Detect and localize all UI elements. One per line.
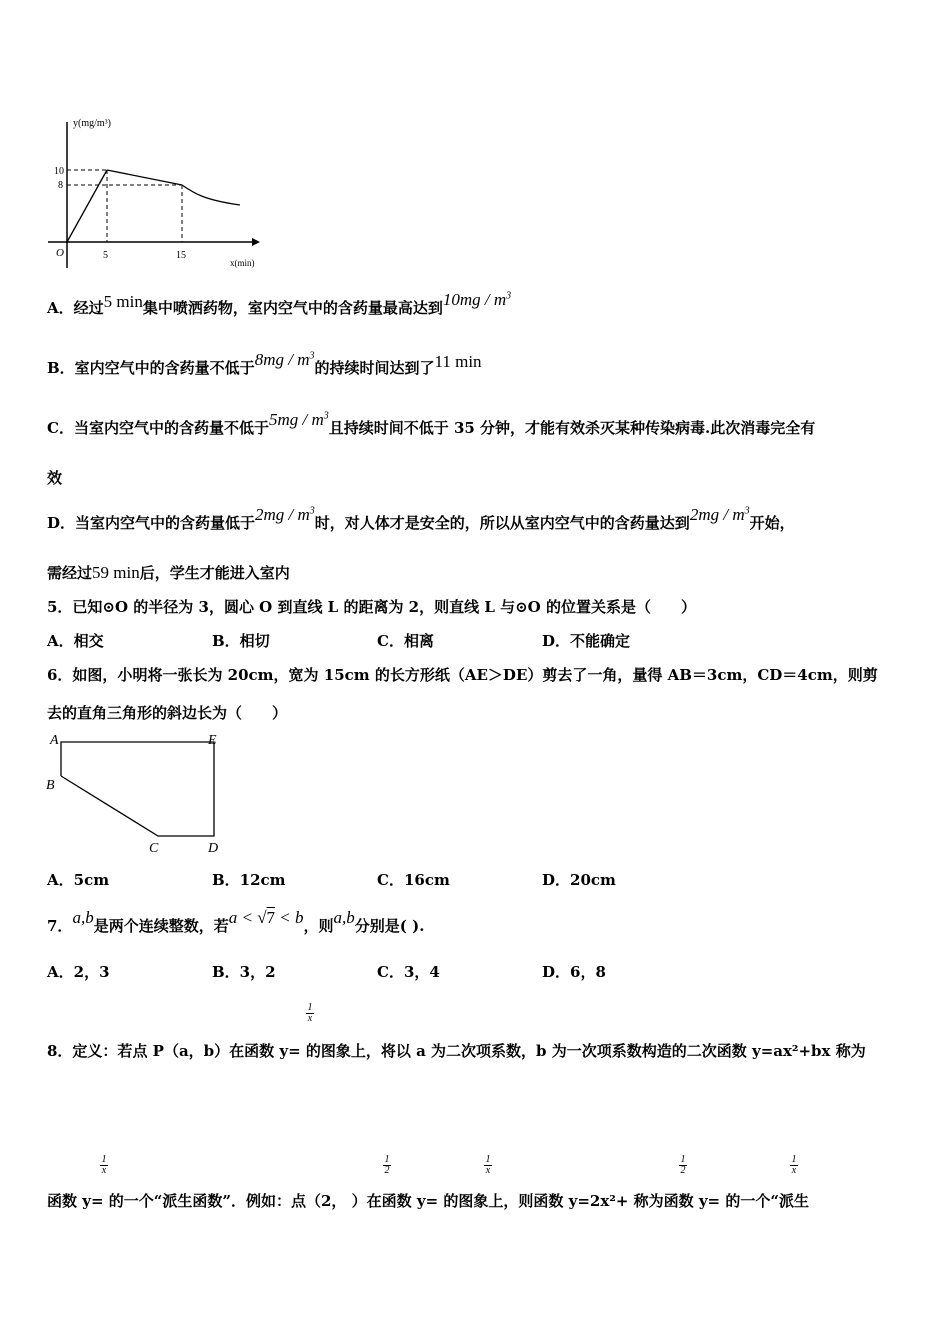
q4-d-tail-math: 59 min	[92, 563, 140, 582]
q4-b-mid: 的持续时间达到了	[314, 359, 435, 377]
q7-ab: a,b	[72, 908, 94, 927]
paper-outline	[61, 742, 214, 836]
q5-option-b: B．相切	[212, 632, 270, 650]
q4-c-pre: C．当室内空气中的含药量不低于	[47, 419, 269, 437]
q7-num: 7．	[47, 917, 73, 935]
q4-d-math2-text: 2mg / m	[689, 505, 745, 524]
q4-a-pre: A．经过	[47, 299, 104, 317]
rise-segment	[67, 170, 107, 242]
q4-c-cube: 3	[323, 410, 329, 422]
q4-b-cube: 3	[309, 350, 315, 362]
q4-a-math2	[443, 290, 511, 309]
y-axis-label: y(mg/m³)	[73, 118, 111, 129]
q4-d-tail-post: 后，学生才能进入室内	[139, 564, 290, 582]
x-axis-arrow	[252, 238, 260, 246]
q4-d-tail-pre: 需经过	[47, 564, 93, 582]
q8-frac-6-num: 1	[791, 1154, 797, 1165]
q8-frac-3-den: 2	[384, 1165, 390, 1176]
q4-option-a	[47, 290, 512, 318]
x-tick-15: 15	[176, 250, 186, 261]
q8-frac-6-den: x	[791, 1165, 797, 1176]
q8-frac-2	[100, 1155, 108, 1176]
q8-frac-3-num: 1	[384, 1154, 390, 1165]
q4-a-mid: 集中喷洒药物，室内空气中的含药量最高达到	[142, 299, 443, 317]
q6-option-d: D．20cm	[542, 871, 616, 889]
y-tick-10: 10	[54, 166, 64, 177]
q4-option-d-tail	[47, 562, 290, 583]
q8-frac-3	[383, 1155, 391, 1176]
q4-b-math1-text: 8mg / m	[254, 350, 310, 369]
q8-frac-1-num: 1	[307, 1002, 313, 1013]
q8-frac-2-den: x	[101, 1165, 107, 1176]
q8-frac-4	[484, 1155, 492, 1176]
q4-d-mid: 时，对人体才是安全的，所以从室内空气中的含药量达到	[314, 514, 690, 532]
q7-text3: 分别是( ).	[354, 917, 425, 935]
q4-option-b	[47, 350, 482, 378]
q8-line1: 8．定义：若点 P（a，b）在函数 y= 的图象上，将以 a 为二次项系数，b 为一次项系数构造的二次函数 y=ax²+bx 称为	[47, 1042, 866, 1060]
q4-a-math1: 5 min	[103, 292, 143, 311]
q7-ineq-a: a <	[228, 908, 253, 927]
q7-ineq-b: < b	[279, 908, 304, 927]
q7-stem	[47, 908, 425, 936]
q4-d-pre: D．当室内空气中的含药量低于	[47, 514, 256, 532]
q4-b-math1	[255, 350, 315, 369]
q8-frac-5	[679, 1155, 687, 1176]
q4-d-end: 开始，	[749, 514, 795, 532]
q5-option-a: A．相交	[47, 632, 104, 650]
q5-option-d: D．不能确定	[542, 632, 631, 650]
q8-frac-4-num: 1	[485, 1154, 491, 1165]
q4-d-math1-text: 2mg / m	[255, 505, 310, 524]
q4-d-cube1: 3	[309, 505, 315, 517]
q6-option-b: B．12cm	[212, 871, 286, 889]
q4-a-cube: 3	[506, 290, 512, 302]
q7-option-a: A．2，3	[47, 963, 110, 981]
y-tick-8: 8	[58, 180, 63, 191]
q5-option-c: C．相离	[377, 632, 434, 650]
concentration-graph	[40, 108, 280, 278]
paper-figure	[42, 728, 242, 858]
q8-frac-1-den: x	[307, 1013, 313, 1024]
q7-text1: 是两个连续整数，若	[93, 917, 229, 935]
q4-option-c-tail: 效	[47, 469, 63, 487]
q6-option-a: A．5cm	[47, 871, 110, 889]
q7-sqrt-num: 7	[266, 908, 276, 927]
q6-option-c: C．16cm	[377, 871, 450, 889]
q4-a-math2-text: 10mg / m	[442, 290, 507, 309]
q5-stem: 5．已知⊙O 的半径为 3，圆心 O 到直线 L 的距离为 2，则直线 L 与⊙O 的位置关系是（ ）	[47, 598, 696, 616]
label-a: A	[50, 733, 59, 748]
q8-frac-4-den: x	[485, 1165, 491, 1176]
q8-line2: 函数 y= 的一个“派生函数”．例如：点（2， ）在函数 y= 的图象上，则函数 y=2x²+ 称为函数 y= 的一个“派生	[47, 1192, 809, 1210]
x-tick-5: 5	[103, 250, 108, 261]
q4-option-c	[47, 410, 816, 438]
label-b: B	[46, 778, 55, 793]
q7-option-c: C．3，4	[377, 963, 440, 981]
x-axis-label: x(min)	[230, 258, 255, 268]
q7-ab2: a,b	[333, 908, 355, 927]
origin-label: O	[56, 247, 64, 259]
q4-option-d	[47, 505, 795, 533]
q8-frac-5-den: 2	[680, 1165, 686, 1176]
q8-frac-6	[790, 1155, 798, 1176]
q4-c-math1	[269, 410, 329, 429]
q7-text2: ，则	[303, 917, 334, 935]
label-d: D	[208, 841, 219, 856]
label-e: E	[208, 733, 217, 748]
q6-stem-line1: 6．如图，小明将一张长为 20cm，宽为 15cm 的长方形纸（AE＞DE）剪去了一角，量得 AB＝3cm，CD＝4cm，则剪	[47, 666, 878, 684]
q7-option-d: D．6，8	[542, 963, 606, 981]
decay-curve	[107, 170, 240, 205]
q7-option-b: B．3，2	[212, 963, 276, 981]
q8-frac-2-num: 1	[101, 1154, 107, 1165]
q4-d-cube2: 3	[744, 505, 750, 517]
q8-frac-1	[306, 1003, 314, 1024]
label-c: C	[149, 841, 159, 856]
q4-c-math1-text: 5mg / m	[268, 410, 324, 429]
q4-d-math2	[690, 505, 750, 524]
q4-c-mid: 且持续时间不低于 35 分钟，才能有效杀灭某种传染病毒.此次消毒完全有	[328, 419, 816, 437]
q8-frac-5-num: 1	[680, 1154, 686, 1165]
q4-d-math1	[255, 505, 315, 524]
q6-stem-line2: 去的直角三角形的斜边长为（ ）	[47, 704, 288, 722]
q7-inequality: a < √7 < b	[228, 908, 304, 927]
q4-b-math2: 11 min	[434, 352, 482, 371]
q4-b-pre: B．室内空气中的含药量不低于	[47, 359, 255, 377]
